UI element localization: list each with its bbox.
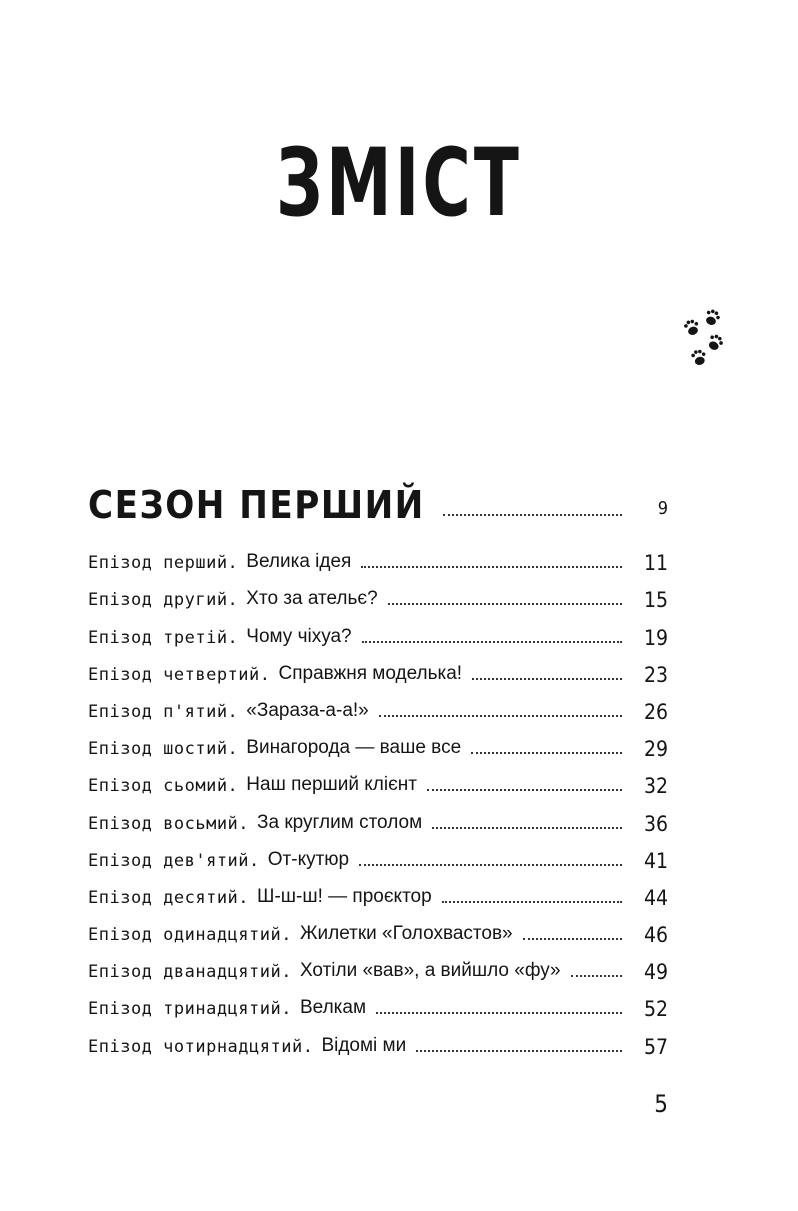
episode-label: Епізод третій. xyxy=(88,627,239,648)
episode-label: Епізод одинадцятий. xyxy=(88,925,292,946)
episode-label: Епізод десятий. xyxy=(88,887,250,908)
episode-title: Справжня моделька! xyxy=(278,662,463,684)
episode-title: Винагорода — ваше все xyxy=(246,737,462,759)
episode-title: Хотіли «вав», а вийшло «фу» xyxy=(299,960,561,982)
episode-title: Наш перший клієнт xyxy=(246,774,417,796)
toc-entry[interactable] xyxy=(88,728,668,765)
table-of-contents xyxy=(88,476,668,1063)
dot-leader xyxy=(442,901,622,903)
episode-page-number: 49 xyxy=(643,960,668,985)
episode-label: Епізод восьмий. xyxy=(88,813,250,834)
episode-label: Епізод четвертий. xyxy=(88,664,271,685)
toc-entry[interactable] xyxy=(88,840,668,877)
episode-title: Хто за ательє? xyxy=(246,588,378,610)
episode-title: «Зараза-а-а!» xyxy=(246,699,369,721)
episode-page-number: 41 xyxy=(643,848,668,873)
episode-label: Епізод дванадцятий. xyxy=(88,962,292,983)
dot-leader xyxy=(471,752,622,754)
episode-page-number: 32 xyxy=(643,774,668,799)
episode-page-number: 44 xyxy=(643,885,668,910)
episode-page-number: 26 xyxy=(643,699,668,724)
episode-title: Жилетки «Голохвастов» xyxy=(299,923,513,945)
episode-label: Епізод сьомий. xyxy=(88,776,239,797)
dot-leader xyxy=(432,827,622,829)
paw-prints-icon xyxy=(683,305,729,369)
episode-label: Епізод чотирнадцятий. xyxy=(88,1036,314,1057)
dot-leader xyxy=(359,864,622,866)
toc-entry[interactable] xyxy=(88,914,668,951)
episode-page-number: 29 xyxy=(643,737,668,762)
dot-leader xyxy=(416,1050,622,1052)
episode-title: Велкам xyxy=(299,997,367,1019)
episode-page-number: 19 xyxy=(643,625,668,650)
episode-label: Епізод шостий. xyxy=(88,739,239,760)
episode-label: Епізод тринадцятий. xyxy=(88,999,292,1020)
dot-leader xyxy=(362,641,622,643)
episode-page-number: 15 xyxy=(643,588,668,613)
episode-page-number: 46 xyxy=(643,923,668,948)
episode-label: Епізод перший. xyxy=(88,553,239,574)
season-title: СЕЗОН ПЕРШИЙ xyxy=(88,483,425,527)
episode-page-number: 11 xyxy=(643,551,668,576)
dot-leader xyxy=(427,789,622,791)
episode-title: За круглим столом xyxy=(257,811,423,833)
toc-entry[interactable] xyxy=(88,654,668,691)
episode-title: Велика ідея xyxy=(246,551,352,573)
dot-leader xyxy=(361,566,622,568)
toc-entry[interactable] xyxy=(88,691,668,728)
episode-label: Епізод другий. xyxy=(88,590,239,611)
dot-leader xyxy=(388,603,622,605)
toc-entry[interactable] xyxy=(88,877,668,914)
episode-list xyxy=(88,542,668,1063)
dot-leader xyxy=(376,1012,622,1014)
toc-entry[interactable] xyxy=(88,542,668,579)
toc-entry[interactable] xyxy=(88,951,668,988)
toc-entry[interactable] xyxy=(88,765,668,802)
dot-leader xyxy=(472,678,622,680)
toc-entry[interactable] xyxy=(88,579,668,616)
episode-page-number: 23 xyxy=(643,662,668,687)
episode-page-number: 36 xyxy=(643,811,668,836)
toc-entry[interactable] xyxy=(88,802,668,839)
episode-title: Відомі ми xyxy=(321,1034,407,1056)
toc-entry[interactable] xyxy=(88,1025,668,1062)
dot-leader xyxy=(523,938,622,940)
episode-title: Чому чіхуа? xyxy=(246,625,352,647)
toc-entry[interactable] xyxy=(88,616,668,653)
episode-title: От-кутюр xyxy=(267,848,350,870)
episode-page-number: 52 xyxy=(643,997,668,1022)
episode-title: Ш-ш-ш! — проєктор xyxy=(257,885,432,907)
episode-label: Епізод дев'ятий. xyxy=(88,850,260,871)
toc-entry[interactable] xyxy=(88,988,668,1025)
episode-page-number: 57 xyxy=(643,1034,668,1059)
toc-season-entry[interactable] xyxy=(88,476,668,528)
dot-leader xyxy=(443,514,622,516)
season-page-number: 9 xyxy=(657,498,668,519)
dot-leader xyxy=(379,715,622,717)
dot-leader xyxy=(571,975,622,977)
episode-label: Епізод п'ятий. xyxy=(88,701,239,722)
page-title: ЗМІСТ xyxy=(275,129,523,238)
folio-page-number: 5 xyxy=(654,1090,668,1118)
